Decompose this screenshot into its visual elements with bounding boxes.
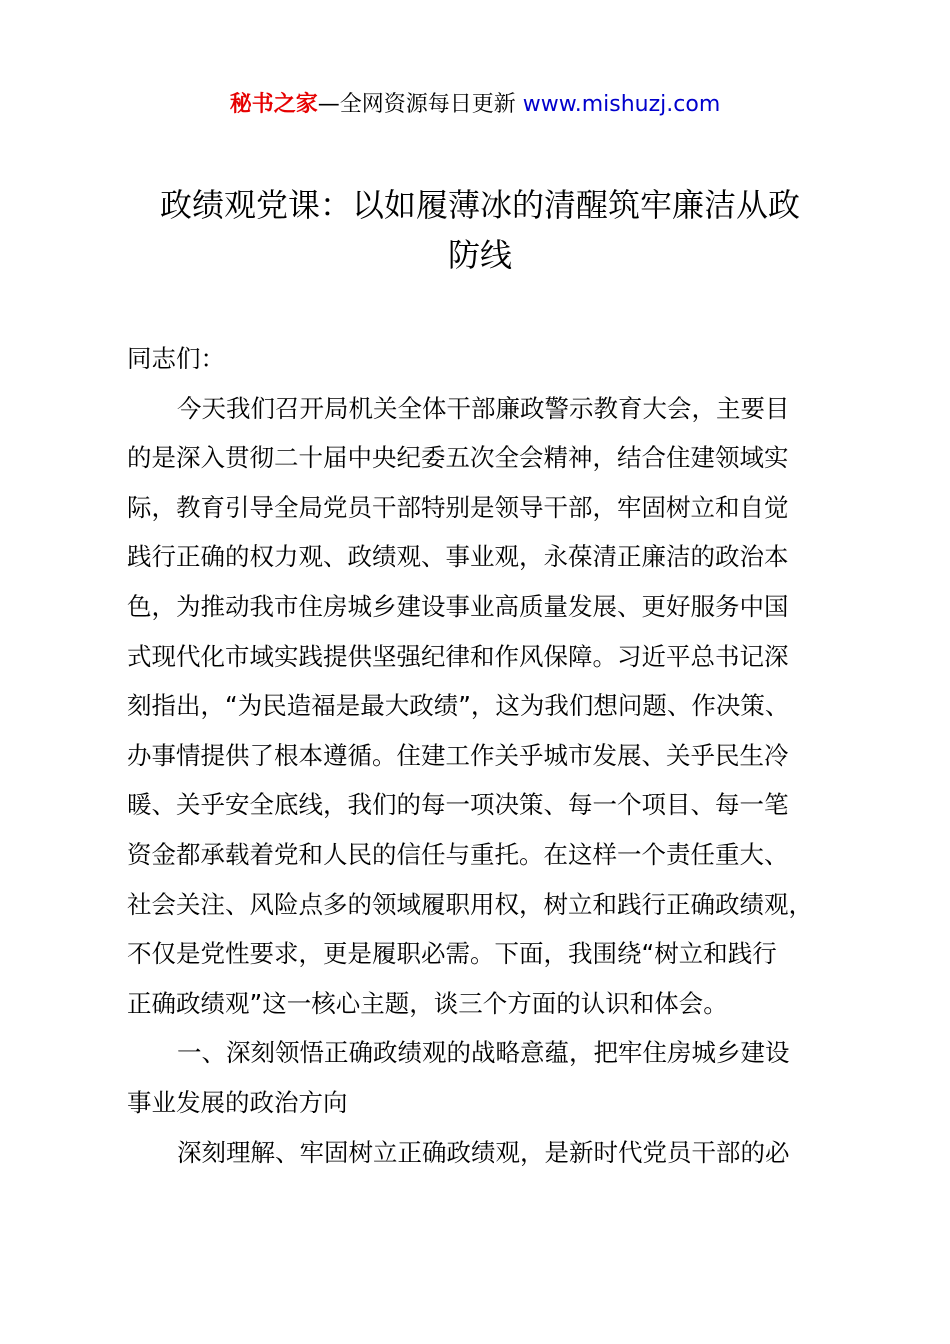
site-url-link[interactable]: www.mishuzj.com	[522, 92, 721, 117]
body-line: 资金都承载着党和人民的信任与重托。在这样一个责任重大、	[127, 839, 789, 869]
body-line: 践行正确的权力观、政绩观、事业观，永葆清正廉洁的政治本	[127, 542, 789, 572]
document-title	[120, 180, 840, 280]
body-line: 办事情提供了根本遵循。住建工作关乎城市发展、关乎民生冷	[127, 740, 789, 770]
body-line: 深刻理解、牢固树立正确政绩观，是新时代党员干部的必	[177, 1137, 790, 1167]
body-line: 社会关注、风险点多的领域履职用权，树立和践行正确政绩观，	[127, 889, 813, 919]
body-line: 际，教育引导全局党员干部特别是领导干部，牢固树立和自觉	[127, 492, 789, 522]
title-line: 政绩观党课：以如履薄冰的清醒筑牢廉洁从政	[159, 186, 800, 224]
body-line: 色，为推动我市住房城乡建设事业高质量发展、更好服务中国	[127, 591, 789, 621]
document-body	[127, 334, 837, 1177]
body-line: 不仅是党性要求，更是履职必需。下面，我围绕“树立和践行	[127, 939, 777, 969]
title-line: 防线	[447, 236, 512, 274]
body-line: 式现代化市域实践提供坚强纪律和作风保障。习近平总书记深	[127, 641, 789, 671]
site-header	[0, 88, 950, 122]
body-line: 今天我们召开局机关全体干部廉政警示教育大会，主要目	[177, 393, 790, 423]
body-line: 刻指出，“为民造福是最大政绩”，这为我们想问题、作决策、	[127, 691, 790, 721]
body-line: 一、深刻领悟正确政绩观的战略意蕴，把牢住房城乡建设	[177, 1038, 790, 1068]
site-slogan: —全网资源每日更新	[317, 92, 516, 117]
body-line: 正确政绩观”这一核心主题，谈三个方面的认识和体会。	[127, 988, 728, 1018]
body-line: 事业发展的政治方向	[127, 1087, 348, 1117]
body-line: 的是深入贯彻二十届中央纪委五次全会精神，结合住建领域实	[127, 443, 789, 473]
salutation: 同志们：	[127, 344, 225, 373]
body-text	[127, 384, 837, 1178]
body-line: 暖、关乎安全底线，我们的每一项决策、每一个项目、每一笔	[127, 790, 789, 820]
site-brand: 秘书之家	[229, 92, 318, 117]
